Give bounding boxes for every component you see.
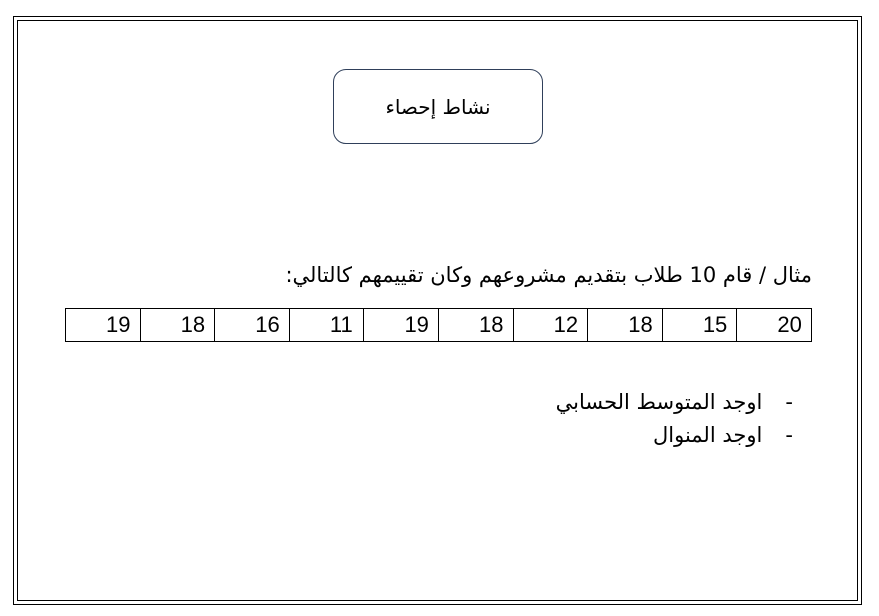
score-cell: 11 (289, 309, 364, 342)
table-row (66, 309, 812, 342)
problem-statement: مثال / قام 10 طلاب بتقديم مشروعهم وكان تقييمهم كالتالي: (285, 263, 812, 287)
bullet-dash: - (785, 423, 793, 447)
score-cell: 15 (662, 309, 737, 342)
title-box (333, 69, 543, 144)
score-cell: 20 (737, 309, 812, 342)
score-cell: 18 (439, 309, 514, 342)
score-cell: 19 (66, 309, 141, 342)
task-mode: اوجد المنوال (653, 423, 763, 447)
score-cell: 12 (513, 309, 588, 342)
list-item (556, 386, 793, 419)
score-cell: 18 (588, 309, 663, 342)
bullet-dash: - (785, 390, 793, 414)
score-cell: 18 (140, 309, 215, 342)
task-mean: اوجد المتوسط الحسابي (555, 390, 763, 414)
score-cell: 19 (364, 309, 439, 342)
task-list (556, 386, 793, 452)
scores-table (65, 308, 812, 342)
score-cell: 16 (215, 309, 290, 342)
list-item (556, 419, 793, 452)
page-title: نشاط إحصاء (385, 94, 491, 119)
